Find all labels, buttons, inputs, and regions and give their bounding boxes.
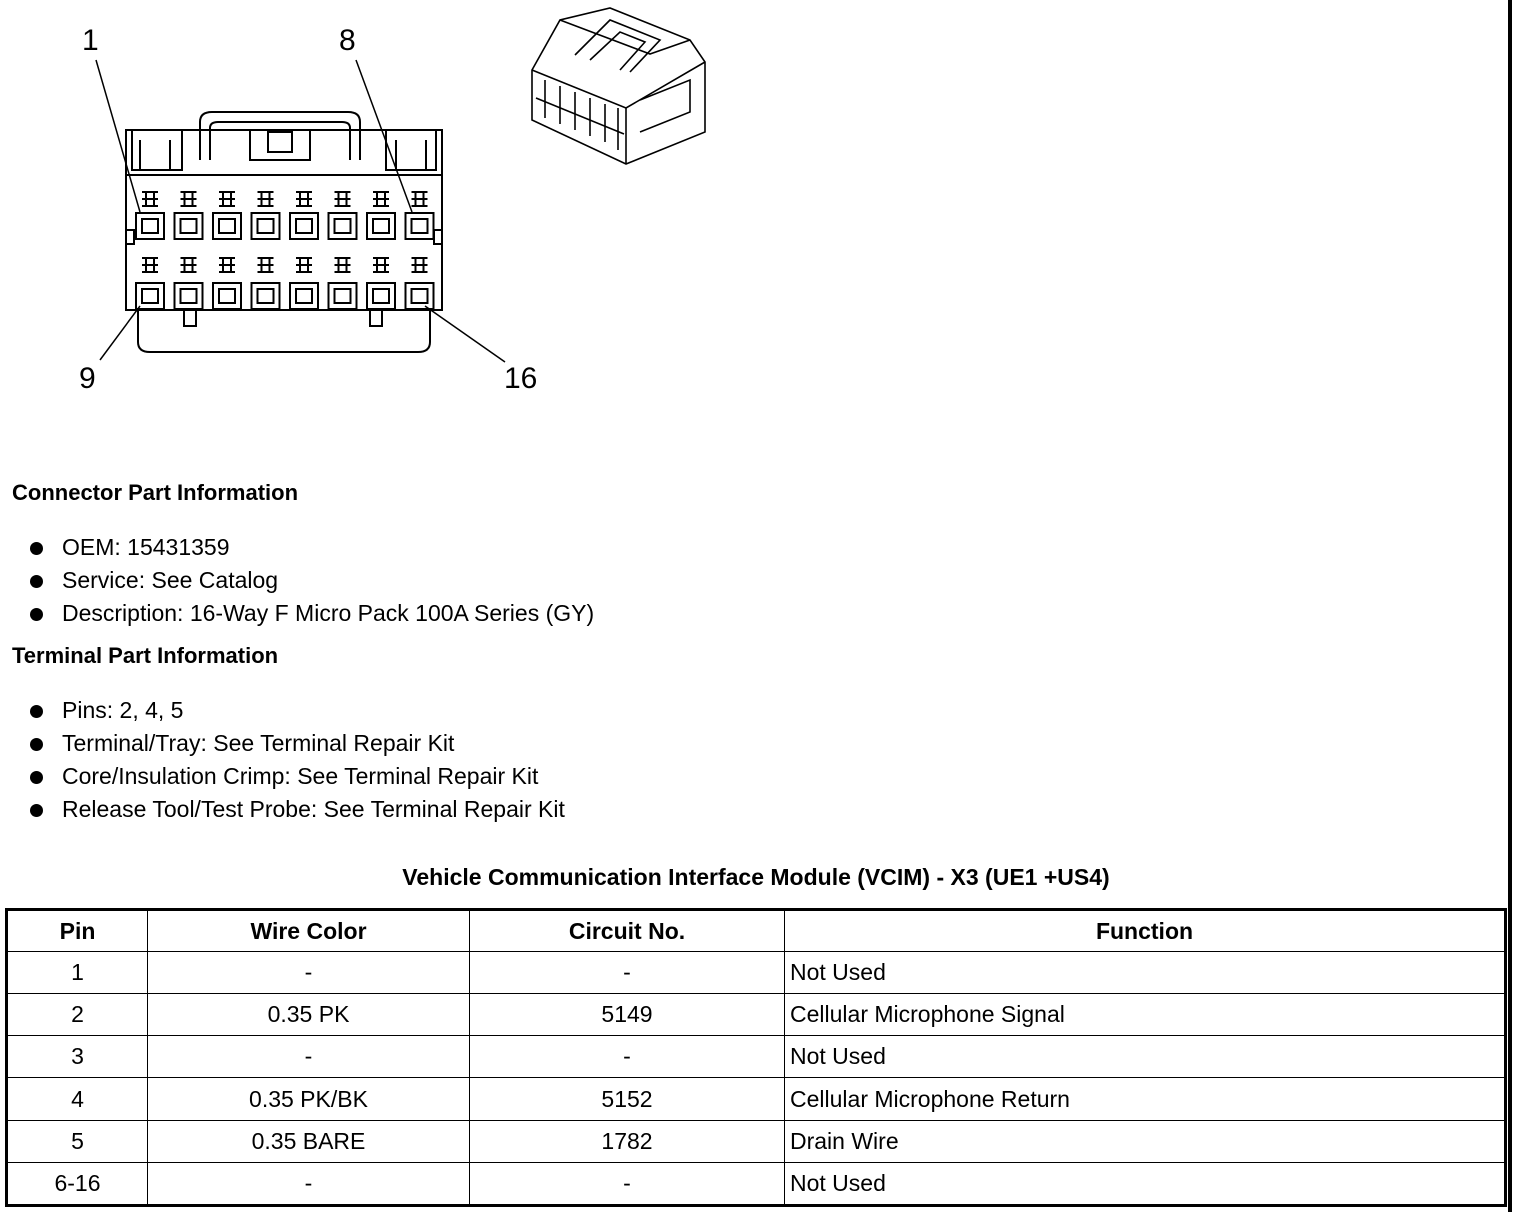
callout-pin-8: 8 <box>339 24 356 57</box>
cell-pin: 1 <box>7 952 148 994</box>
cell-wire-color: - <box>148 952 470 994</box>
pin-cavity-5 <box>290 192 318 239</box>
table-row <box>7 1162 1506 1205</box>
connector-iso-view <box>532 8 705 164</box>
cell-circuit: - <box>470 952 785 994</box>
cell-pin: 2 <box>7 994 148 1036</box>
terminal-part-info-list <box>30 694 565 826</box>
cell-function: Not Used <box>785 1162 1506 1205</box>
header-pin: Pin <box>7 910 148 952</box>
callout-pin-9: 9 <box>79 362 96 395</box>
cell-wire-color: 0.35 PK/BK <box>148 1078 470 1120</box>
list-item: Pins: 2, 4, 5 <box>30 694 565 727</box>
pinout-table <box>5 908 1507 1207</box>
cell-function: Not Used <box>785 1036 1506 1078</box>
pin-cavity-15 <box>367 258 395 309</box>
cell-function: Not Used <box>785 952 1506 994</box>
callout-pin-1: 1 <box>82 24 99 57</box>
pin-cavity-11 <box>213 258 241 309</box>
header-circuit-no: Circuit No. <box>470 910 785 952</box>
connector-skirt <box>138 310 430 352</box>
table-header-row <box>7 910 1506 952</box>
list-item: Terminal/Tray: See Terminal Repair Kit <box>30 727 565 760</box>
header-wire-color: Wire Color <box>148 910 470 952</box>
table-row <box>7 1036 1506 1078</box>
pin-cavity-1 <box>136 192 164 239</box>
list-item: OEM: 15431359 <box>30 531 594 564</box>
cell-wire-color: - <box>148 1036 470 1078</box>
cell-function: Cellular Microphone Signal <box>785 994 1506 1036</box>
pin-cavity-13 <box>290 258 318 309</box>
cell-pin: 4 <box>7 1078 148 1120</box>
list-item: Core/Insulation Crimp: See Terminal Repair Kit <box>30 760 565 793</box>
cell-pin: 5 <box>7 1120 148 1162</box>
cell-circuit: 5149 <box>470 994 785 1036</box>
cell-circuit: - <box>470 1162 785 1205</box>
pin-cavity-7 <box>367 192 395 239</box>
terminal-part-info-heading: Terminal Part Information <box>12 643 279 668</box>
cell-wire-color: 0.35 BARE <box>148 1120 470 1162</box>
cell-circuit: 5152 <box>470 1078 785 1120</box>
list-item: Release Tool/Test Probe: See Terminal Repair Kit <box>30 793 565 826</box>
cell-pin: 6-16 <box>7 1162 148 1205</box>
cell-function: Drain Wire <box>785 1120 1506 1162</box>
pin-cavity-14 <box>329 258 357 309</box>
cell-wire-color: 0.35 PK <box>148 994 470 1036</box>
cell-function: Cellular Microphone Return <box>785 1078 1506 1120</box>
table-row <box>7 952 1506 994</box>
page-border-rule <box>1508 0 1512 1212</box>
pinout-table-title: Vehicle Communication Interface Module (VCIM) - X3 (UE1 +US4) <box>402 864 1110 890</box>
pin-cavity-2 <box>175 192 203 239</box>
table-row <box>7 994 1506 1036</box>
pin-cavity-9 <box>136 258 164 309</box>
pin-cavity-6 <box>329 192 357 239</box>
cell-circuit: 1782 <box>470 1120 785 1162</box>
pin-cavity-8 <box>406 192 434 239</box>
pin-cavity-16 <box>406 258 434 309</box>
list-item: Service: See Catalog <box>30 564 594 597</box>
connector-part-info-list <box>30 531 594 630</box>
connector-diagram <box>0 0 760 420</box>
connector-part-info-heading: Connector Part Information <box>12 480 299 505</box>
cell-pin: 3 <box>7 1036 148 1078</box>
pin-cavity-4 <box>252 192 280 239</box>
table-row <box>7 1078 1506 1120</box>
table-row <box>7 1120 1506 1162</box>
callout-pin-16: 16 <box>504 362 538 395</box>
pin-cavity-12 <box>252 258 280 309</box>
pin-cavity-10 <box>175 258 203 309</box>
header-function: Function <box>785 910 1506 952</box>
pin-cavity-3 <box>213 192 241 239</box>
list-item: Description: 16-Way F Micro Pack 100A Series (GY) <box>30 597 594 630</box>
cell-wire-color: - <box>148 1162 470 1205</box>
cell-circuit: - <box>470 1036 785 1078</box>
